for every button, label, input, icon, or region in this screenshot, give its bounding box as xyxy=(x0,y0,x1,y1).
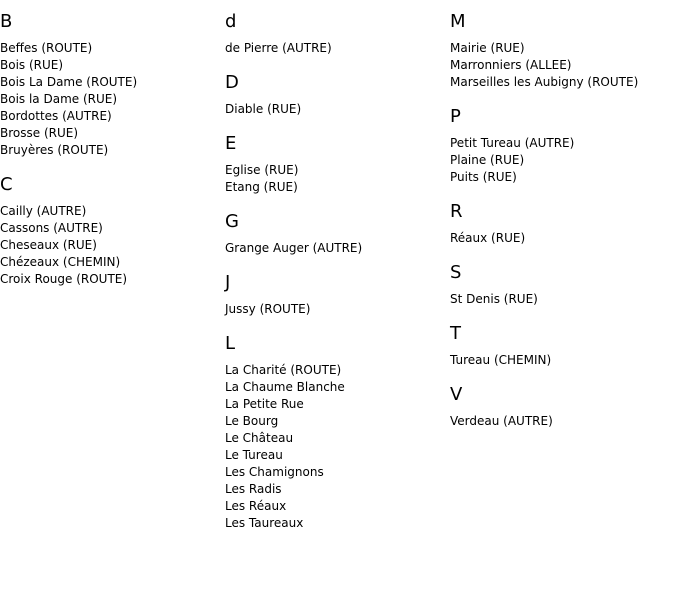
letter-heading: R xyxy=(450,201,463,222)
street-list xyxy=(450,352,675,369)
street-list xyxy=(450,291,675,308)
street-list-item[interactable]: Jussy (ROUTE) xyxy=(225,302,311,316)
letter-heading: P xyxy=(450,106,461,127)
letter-group xyxy=(225,10,445,57)
street-list-item[interactable]: Marseilles les Aubigny (ROUTE) xyxy=(450,75,639,89)
street-list-item[interactable]: Marronniers (ALLEE) xyxy=(450,58,572,72)
street-list xyxy=(225,301,445,318)
street-list-item[interactable]: Puits (RUE) xyxy=(450,170,517,184)
street-list-item[interactable]: Bordottes (AUTRE) xyxy=(0,109,112,123)
street-list-item[interactable]: Bois la Dame (RUE) xyxy=(0,92,118,106)
street-list-item[interactable]: de Pierre (AUTRE) xyxy=(225,41,332,55)
letter-group xyxy=(450,261,675,308)
letter-heading: C xyxy=(0,174,13,195)
street-list xyxy=(225,240,445,257)
letter-heading: J xyxy=(225,272,231,293)
letter-heading: B xyxy=(0,11,13,32)
letter-heading: G xyxy=(225,211,239,232)
street-list xyxy=(225,162,445,196)
letter-group xyxy=(0,10,220,159)
letter-group xyxy=(0,173,220,288)
letter-group xyxy=(225,332,445,532)
street-list-item[interactable]: Les Chamignons xyxy=(225,465,324,479)
street-list-item[interactable]: Chézeaux (CHEMIN) xyxy=(0,255,121,269)
letter-group xyxy=(225,132,445,196)
letter-heading: V xyxy=(450,384,463,405)
street-list-item[interactable]: Bois (RUE) xyxy=(0,58,64,72)
letter-heading: d xyxy=(225,11,237,32)
street-list-item[interactable]: La Charité (ROUTE) xyxy=(225,363,342,377)
letter-heading: M xyxy=(450,11,466,32)
street-list-item[interactable]: Grange Auger (AUTRE) xyxy=(225,241,363,255)
street-index-column-1 xyxy=(0,0,220,302)
letter-heading: L xyxy=(225,333,236,354)
street-list-item[interactable]: Beffes (ROUTE) xyxy=(0,41,93,55)
street-list xyxy=(450,40,675,91)
letter-group xyxy=(450,10,675,91)
street-list-item[interactable]: La Petite Rue xyxy=(225,397,304,411)
letter-group xyxy=(225,271,445,318)
street-list-item[interactable]: Brosse (RUE) xyxy=(0,126,79,140)
letter-group xyxy=(225,71,445,118)
letter-heading: T xyxy=(450,323,461,344)
street-list xyxy=(450,230,675,247)
street-list-item[interactable]: Cailly (AUTRE) xyxy=(0,204,87,218)
street-list-item[interactable]: Etang (RUE) xyxy=(225,180,298,194)
street-list-item[interactable]: Cheseaux (RUE) xyxy=(0,238,97,252)
street-list-item[interactable]: Le Tureau xyxy=(225,448,283,462)
street-list-item[interactable]: Diable (RUE) xyxy=(225,102,302,116)
street-list xyxy=(225,40,445,57)
letter-group xyxy=(450,322,675,369)
street-list xyxy=(450,135,675,186)
street-list-item[interactable]: Croix Rouge (ROUTE) xyxy=(0,272,128,286)
street-list-item[interactable]: Mairie (RUE) xyxy=(450,41,525,55)
letter-heading: E xyxy=(225,133,237,154)
street-list-item[interactable]: Eglise (RUE) xyxy=(225,163,299,177)
street-list xyxy=(450,413,675,430)
letter-group xyxy=(450,105,675,186)
street-list-item[interactable]: Tureau (CHEMIN) xyxy=(450,353,552,367)
street-list xyxy=(0,40,220,159)
street-list xyxy=(225,362,445,532)
street-list-item[interactable]: La Chaume Blanche xyxy=(225,380,345,394)
street-list-item[interactable]: Cassons (AUTRE) xyxy=(0,221,103,235)
street-list xyxy=(0,203,220,288)
street-list-item[interactable]: Les Taureaux xyxy=(225,516,304,530)
street-index-column-2 xyxy=(225,0,445,546)
letter-group xyxy=(450,383,675,430)
letter-group xyxy=(450,200,675,247)
street-list xyxy=(225,101,445,118)
street-list-item[interactable]: Le Château xyxy=(225,431,294,445)
street-list-item[interactable]: Bruyères (ROUTE) xyxy=(0,143,109,157)
street-list-item[interactable]: Verdeau (AUTRE) xyxy=(450,414,553,428)
street-list-item[interactable]: Le Bourg xyxy=(225,414,279,428)
letter-group xyxy=(225,210,445,257)
street-list-item[interactable]: Réaux (RUE) xyxy=(450,231,526,245)
street-list-item[interactable]: Bois La Dame (ROUTE) xyxy=(0,75,138,89)
letter-heading: D xyxy=(225,72,239,93)
street-list-item[interactable]: Les Réaux xyxy=(225,499,287,513)
street-index-column-3 xyxy=(450,0,675,444)
letter-heading: S xyxy=(450,262,462,283)
street-list-item[interactable]: Petit Tureau (AUTRE) xyxy=(450,136,575,150)
street-list-item[interactable]: Les Radis xyxy=(225,482,282,496)
street-list-item[interactable]: St Denis (RUE) xyxy=(450,292,538,306)
street-list-item[interactable]: Plaine (RUE) xyxy=(450,153,525,167)
